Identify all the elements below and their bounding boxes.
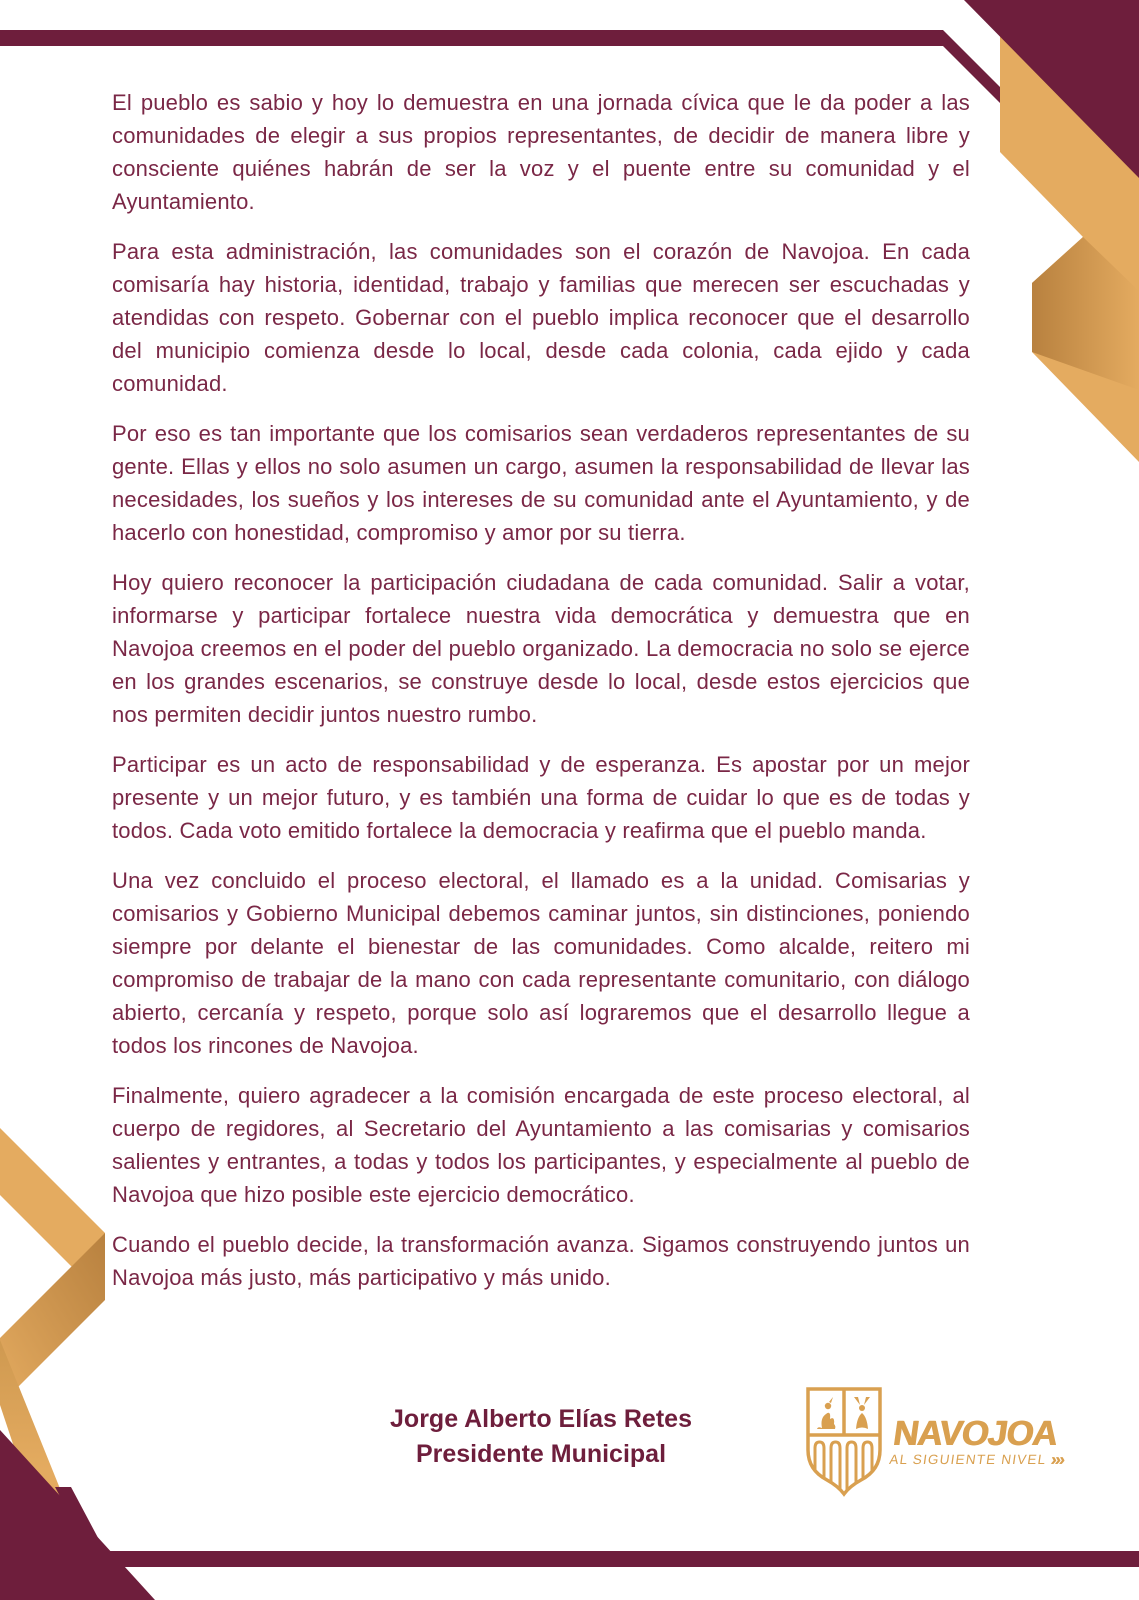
navojoa-tagline-text: AL SIGUIENTE NIVEL <box>888 1452 1047 1467</box>
navojoa-logo <box>888 1416 1115 1468</box>
letter-paragraph: Participar es un acto de responsabilidad y de esperanza. Es apostar por un mejor presente y un mejor futuro, y es también una forma de cuidar lo que es de todas y todos. Cada voto emitido fortalece la democracia y reafirma que el pueblo manda. <box>112 752 970 843</box>
bottom-bar-decoration <box>89 1551 1139 1567</box>
letter-paragraph: Hoy quiero reconocer la participación ciudadana de cada comunidad. Salir a votar, informarse y participar fortalece nuestra vida democrática y demuestra que en Navojoa creemos en el poder del pueblo organizado. La democracia no solo se ejerce en los grandes escenarios, se construye desde lo local, desde estos ejercicios que nos permiten decidir juntos nuestro rumbo. <box>112 570 970 727</box>
signature-name: Jorge Alberto Elías Retes <box>390 1405 692 1433</box>
navojoa-crest-icon <box>802 1384 886 1498</box>
letter-paragraph: Cuando el pueblo decide, la transformación avanza. Sigamos construyendo juntos un Navojoa más justo, más participativo y más unido. <box>112 1232 970 1290</box>
top-bar-decoration <box>0 30 943 46</box>
letter-paragraph: Por eso es tan importante que los comisarios sean verdaderos representantes de su gente. Ellas y ellos no solo asumen un cargo, asumen la responsabilidad de llevar las necesidades, los sueños y los intereses de su comunidad ante el Ayuntamiento, y de hacerlo con honestidad, compromiso y amor por su tierra. <box>112 421 970 545</box>
navojoa-wordmark: NAVOJOA <box>890 1414 1060 1453</box>
letter-body <box>112 86 970 1294</box>
letter-paragraph: Una vez concluido el proceso electoral, el llamado es a la unidad. Comisarias y comisarios y Gobierno Municipal debemos caminar juntos, sin distinciones, poniendo siempre por delante el bienestar de las comunidades. Como alcalde, reitero mi compromiso de trabajar de la mano con cada representante comunitario, con diálogo abierto, cercanía y respeto, porque solo así lograremos que el desarrollo llegue a todos los rincones de Navojoa. <box>112 868 970 1058</box>
navojoa-tagline <box>888 1452 1110 1468</box>
signature-title: Presidente Municipal <box>415 1440 667 1468</box>
chevrons-icon: ››› <box>1049 1450 1065 1469</box>
letter-paragraph: Para esta administración, las comunidades son el corazón de Navojoa. En cada comisaría hay historia, identidad, trabajo y familias que merecen ser escuchadas y atendidas con respeto. Gobernar con el pueblo implica reconocer que el desarrollo del municipio comienza desde lo local, desde cada colonia, cada ejido y cada comunidad. <box>112 239 970 396</box>
letter-paragraph: Finalmente, quiero agradecer a la comisión encargada de este proceso electoral, al cuerpo de regidores, al Secretario del Ayuntamiento a las comisarias y comisarios salientes y entrantes, a todas y todos los participantes, y especialmente al pueblo de Navojoa que hizo posible este ejercicio democrático. <box>112 1083 970 1207</box>
letter-paragraph: El pueblo es sabio y hoy lo demuestra en una jornada cívica que le da poder a las comunidades de elegir a sus propios representantes, de decidir de manera libre y consciente quiénes habrán de ser la voz y el puente entre su comunidad y el Ayuntamiento. <box>112 90 970 214</box>
